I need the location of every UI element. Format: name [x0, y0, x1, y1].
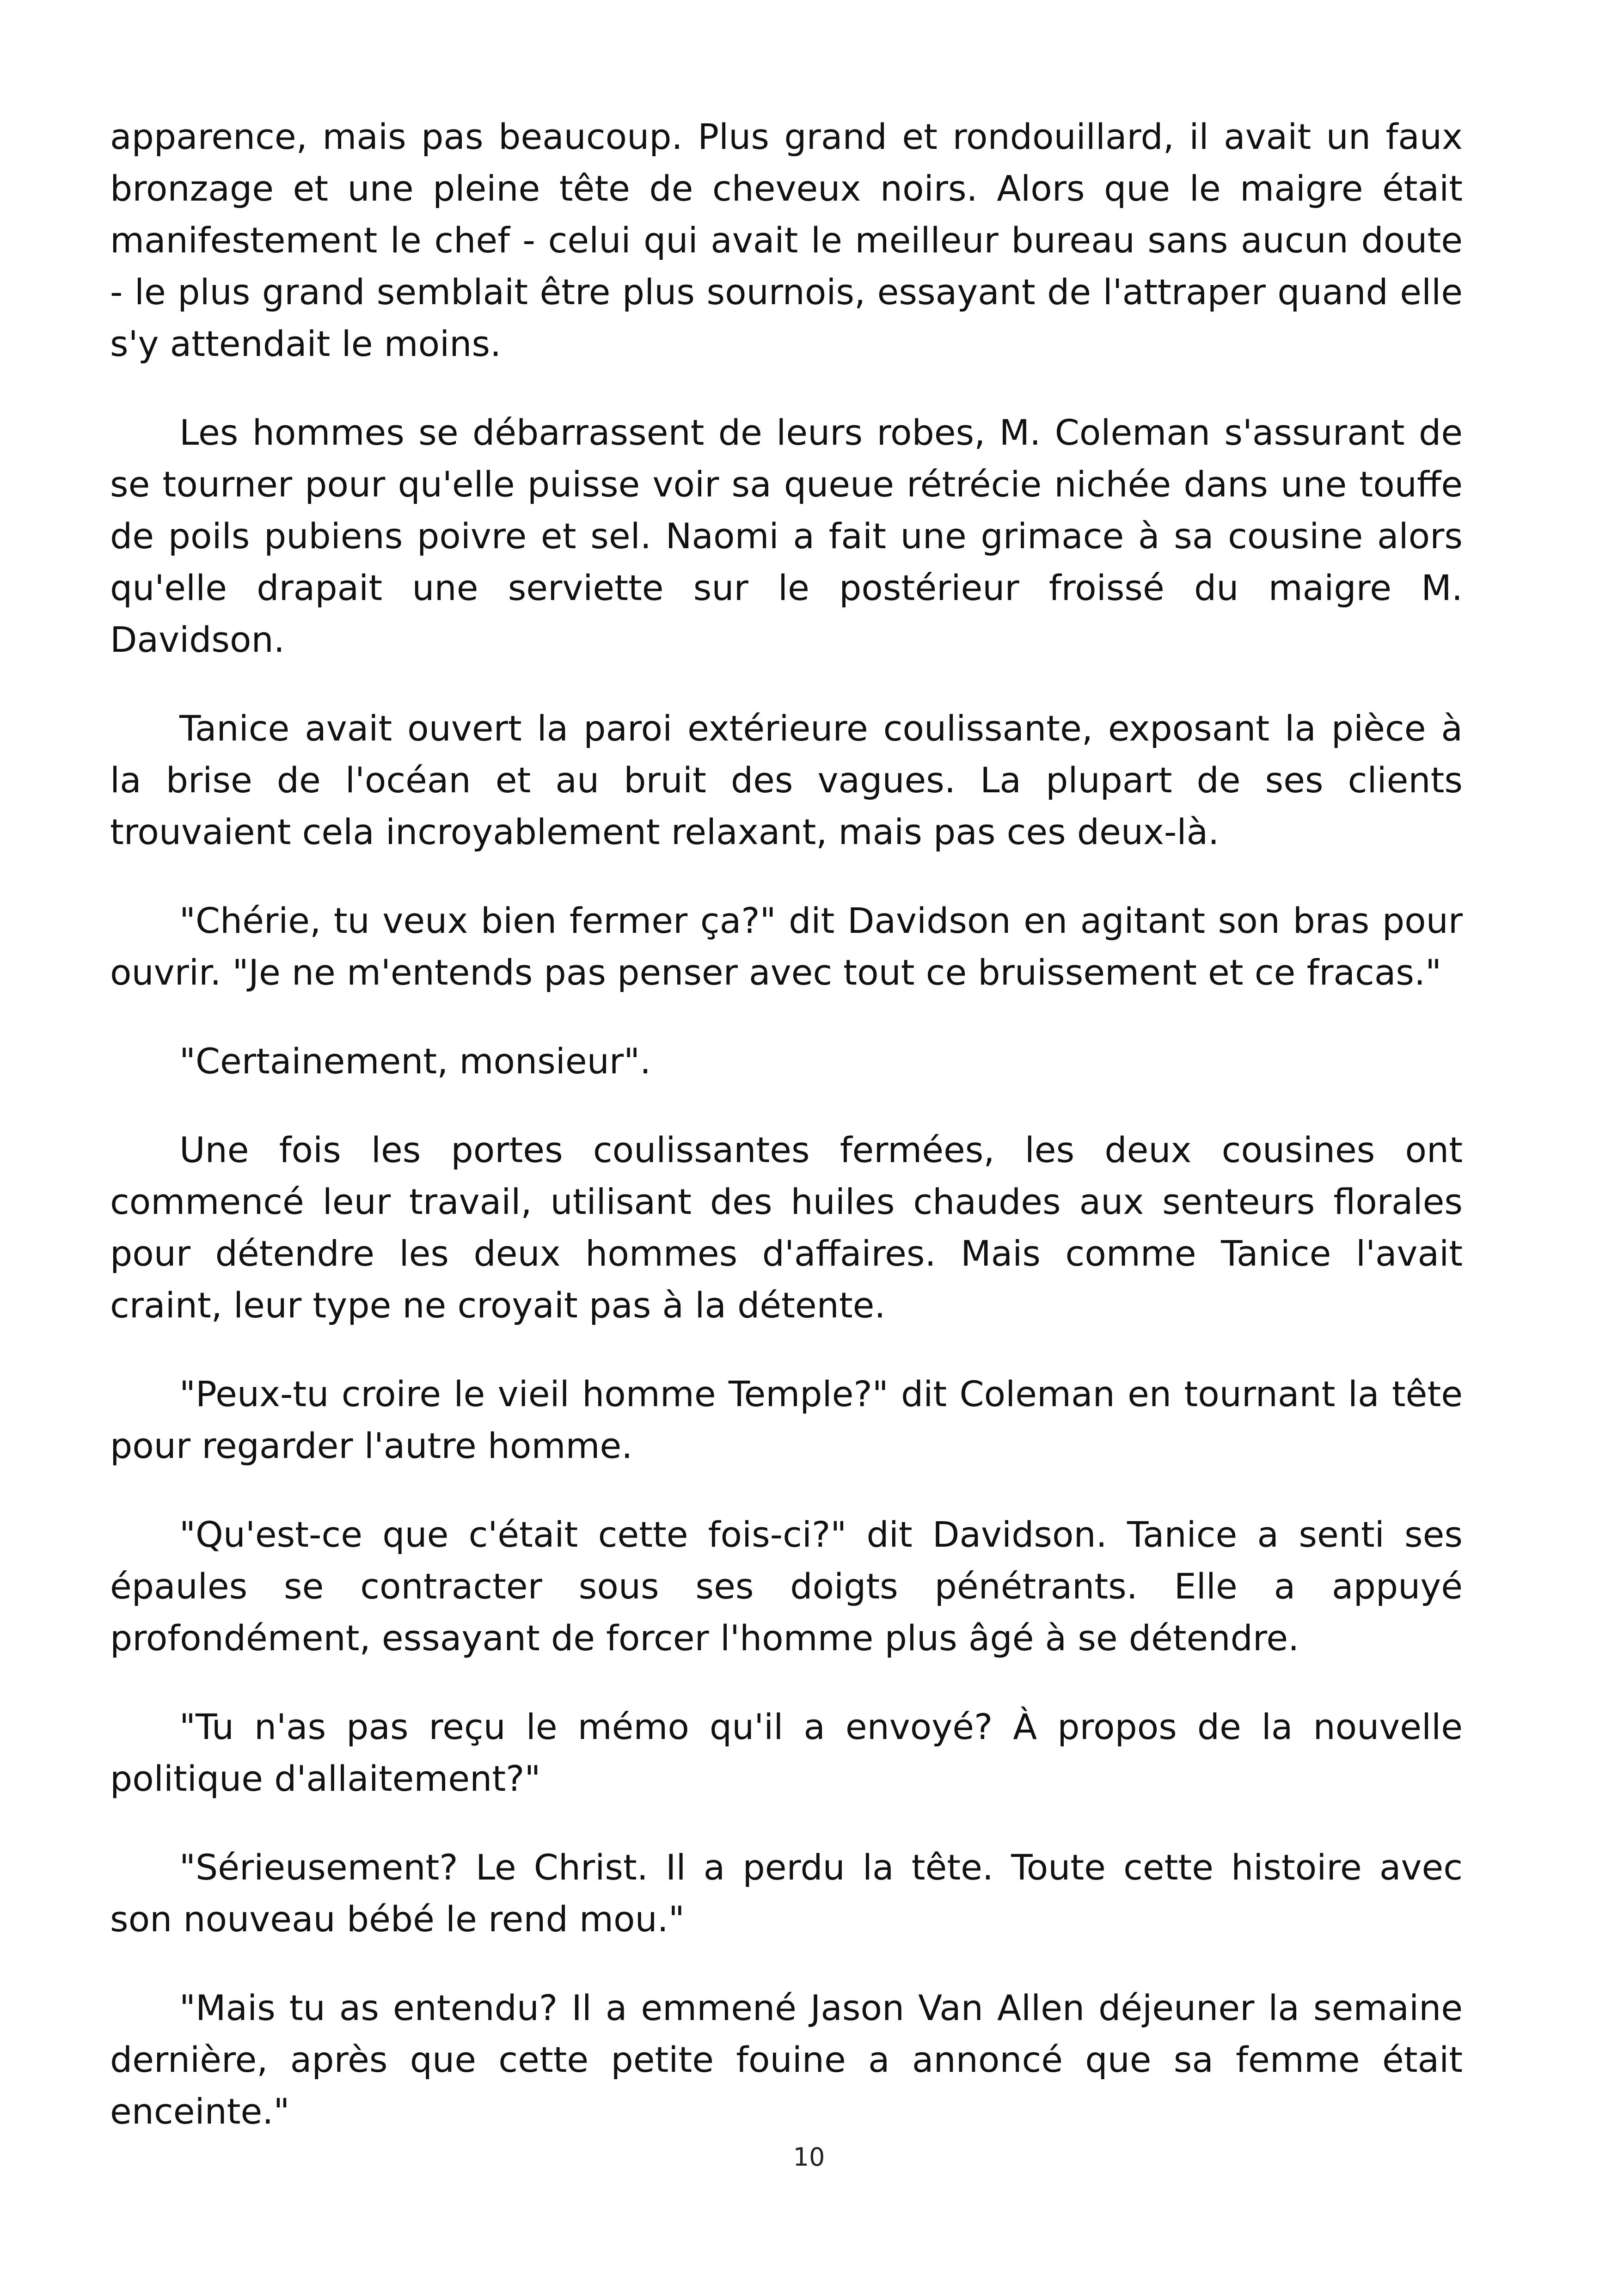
- paragraph-6: Une fois les portes coulissantes fermées, les deux cousines ont commencé leur travail, utilisant des huiles chaudes aux senteurs florales pour détendre les deux hommes d'affaires. Mais comme Tanice l'avait craint, leur type ne croyait pas à la détente.: [110, 1129, 1463, 1326]
- paragraph-2: Les hommes se débarrassent de leurs robes, M. Coleman s'assurant de se tourner pour qu'elle puisse voir sa queue rétrécie nichée dans une touffe de poils pubiens poivre et sel. Naomi a fait une grimace à sa cousine alors qu'elle drapait une serviette sur le postérieur froissé du maigre M. Davidson.: [110, 412, 1463, 660]
- paragraph-7: "Peux-tu croire le vieil homme Temple?" dit Coleman en tournant la tête pour regarder l'autre homme.: [110, 1373, 1463, 1466]
- paragraph-3: Tanice avait ouvert la paroi extérieure coulissante, exposant la pièce à la brise de l'océan et au bruit des vagues. La plupart de ses clients trouvaient cela incroyablement relaxant, mais pas ces deux-là.: [110, 708, 1463, 852]
- paragraph-1: apparence, mais pas beaucoup. Plus grand et rondouillard, il avait un faux bronzage et une pleine tête de cheveux noirs. Alors que le maigre était manifestement le chef - celui qui avait le meilleur bureau sans aucun doute - le plus grand semblait être plus sournois, essayant de l'attraper quand elle s'y attendait le moins.: [110, 116, 1463, 364]
- paragraph-5: "Certainement, monsieur".: [179, 1041, 651, 1082]
- paragraph-8: "Qu'est-ce que c'était cette fois-ci?" dit Davidson. Tanice a senti ses épaules se contracter sous ses doigts pénétrants. Elle a appuyé profondément, essayant de forcer l'homme plus âgé à se détendre.: [110, 1514, 1463, 1659]
- paragraph-4: "Chérie, tu veux bien fermer ça?" dit Davidson en agitant son bras pour ouvrir. "Je ne m'entends pas penser avec tout ce bruissement et ce fracas.": [110, 900, 1463, 993]
- page-number: 10: [793, 2143, 825, 2172]
- paragraph-11: "Mais tu as entendu? Il a emmené Jason Van Allen déjeuner la semaine dernière, après que cette petite fouine a annoncé que sa femme était enceinte.": [110, 1987, 1463, 2132]
- paragraph-9: "Tu n'as pas reçu le mémo qu'il a envoyé? À propos de la nouvelle politique d'allaitement?": [110, 1706, 1463, 1799]
- text-body: [110, 111, 1463, 2174]
- paragraph-10: "Sérieusement? Le Christ. Il a perdu la tête. Toute cette histoire avec son nouveau bébé le rend mou.": [110, 1847, 1463, 1940]
